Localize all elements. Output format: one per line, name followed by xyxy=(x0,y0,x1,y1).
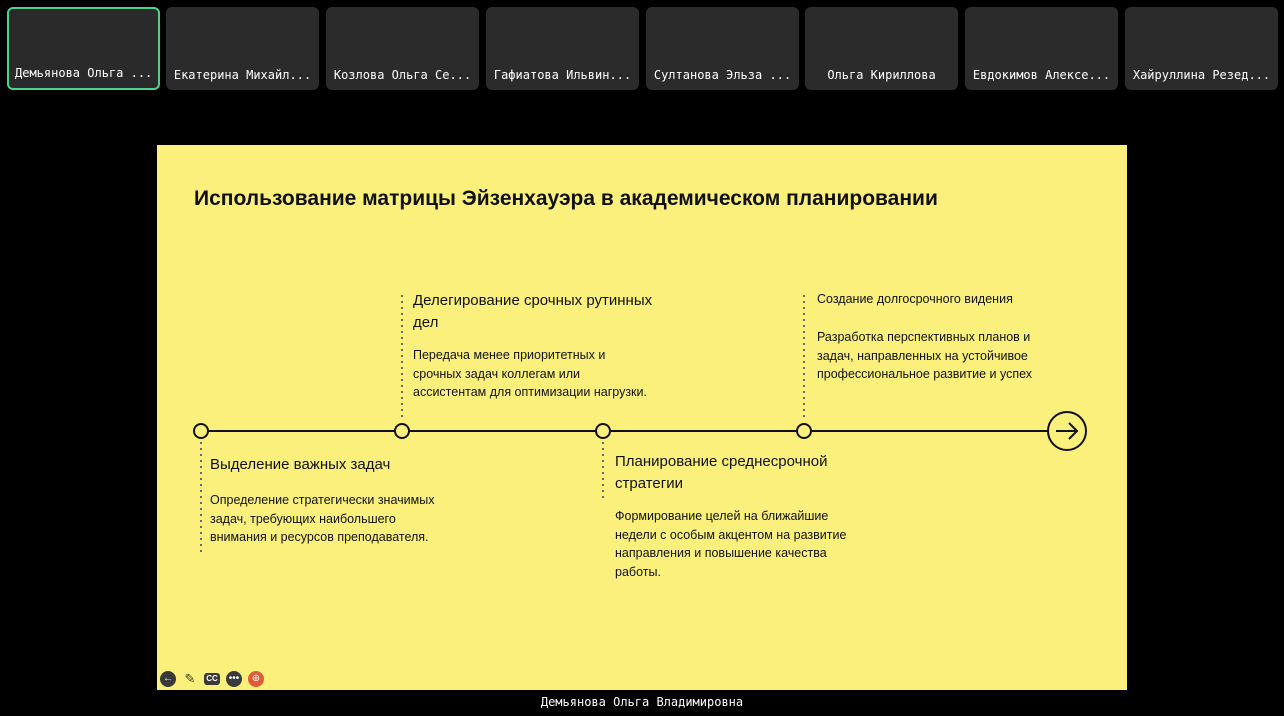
zoom-icon[interactable]: ⊕ xyxy=(248,671,264,687)
pen-icon[interactable]: ✎ xyxy=(184,671,196,686)
participant-strip xyxy=(0,0,1284,95)
participant-tile[interactable] xyxy=(166,7,319,90)
participant-tile[interactable] xyxy=(486,7,639,90)
timeline-node-2 xyxy=(395,424,409,438)
step-2-title: Делегирование срочных рутинных дел xyxy=(413,292,653,331)
slide-title: Использование матрицы Эйзенхауэра в академическом планировании xyxy=(194,187,938,210)
timeline-node-4 xyxy=(797,424,811,438)
participant-tile[interactable] xyxy=(7,7,160,90)
step-4-title: Создание долгосрочного видения xyxy=(817,292,1013,306)
participant-name: Екатерина Михайл... xyxy=(173,68,312,82)
more-icon[interactable]: ••• xyxy=(226,671,242,687)
participant-tile[interactable] xyxy=(1125,7,1278,90)
participant-tile[interactable] xyxy=(326,7,479,90)
timeline-node-3 xyxy=(596,424,610,438)
step-3-desc: Формирование целей на ближайшие недели с особым акцентом на развитие направления и повышение качества работы. xyxy=(615,509,847,579)
step-4-desc: Разработка перспективных планов и задач, направленных на устойчивое профессиональное развитие и успех xyxy=(817,330,1033,381)
participant-name: Демьянова Ольга ... xyxy=(15,66,153,80)
step-3-title: Планирование среднесрочной стратегии xyxy=(615,453,828,492)
participant-name: Гафиатова Ильвин... xyxy=(493,68,632,82)
step-2-desc: Передача менее приоритетных и срочных задач коллегам или ассистентам для оптимизации нагрузки. xyxy=(413,348,647,399)
participant-name: Султанова Эльза ... xyxy=(653,68,792,82)
captions-icon[interactable]: CC xyxy=(204,673,220,685)
participant-tile[interactable] xyxy=(805,7,958,90)
timeline-graphic xyxy=(157,145,1127,690)
back-icon[interactable]: ← xyxy=(160,671,176,687)
participant-name: Козлова Ольга Се... xyxy=(333,68,472,82)
step-1-desc: Определение стратегически значимых задач, требующих наибольшего внимания и ресурсов преподавателя. xyxy=(210,493,435,544)
participant-name: Евдокимов Алексе... xyxy=(972,68,1111,82)
step-1-title: Выделение важных задач xyxy=(210,456,391,473)
participant-name: Хайруллина Резед... xyxy=(1132,68,1271,82)
presenter-name: Демьянова Ольга Владимировна xyxy=(540,695,744,709)
participant-name: Ольга Кириллова xyxy=(827,68,936,82)
arrow-right-icon xyxy=(1048,412,1086,450)
participant-tile[interactable] xyxy=(965,7,1118,90)
presentation-toolbar xyxy=(157,668,264,690)
participant-tile[interactable] xyxy=(646,7,799,90)
timeline-node-1 xyxy=(194,424,208,438)
shared-slide xyxy=(157,145,1127,690)
